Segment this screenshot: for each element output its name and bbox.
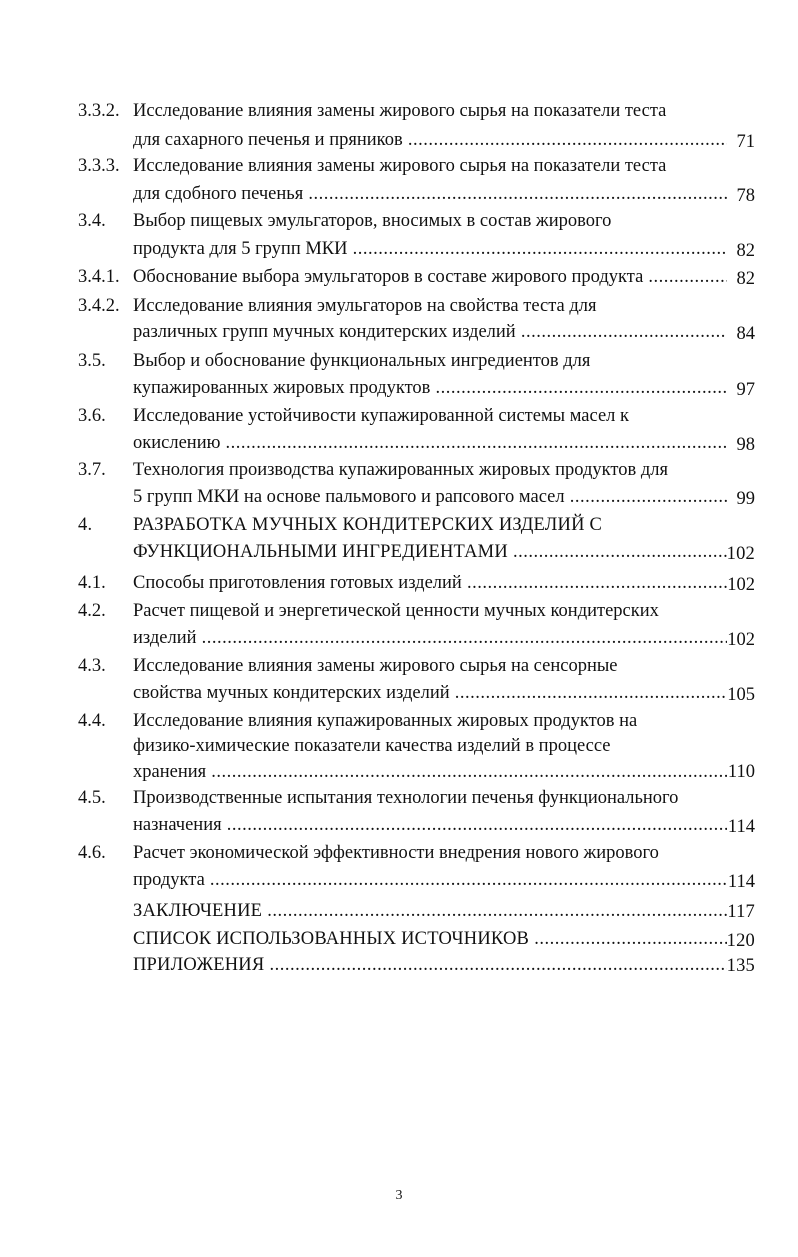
toc-entry-page: 82 [736, 269, 755, 289]
toc-entry-number: 3.4.1. [78, 267, 120, 287]
toc-entry-page: 135 [726, 956, 755, 976]
toc-entry-page: 114 [727, 817, 755, 837]
toc-entry-title-line: Расчет пищевой и энергетической ценности мучных кондитерских [133, 601, 659, 621]
toc-entry-title-line: Расчет экономической эффективности внедрения нового жирового [133, 843, 659, 863]
toc-entry-title-line: Исследование влияния замены жирового сырья на показатели теста [133, 101, 667, 121]
toc-entry-page: 98 [736, 435, 755, 455]
toc-entry-title-line: для сахарного печенья и пряников ..... [133, 130, 727, 151]
toc-entry-number: 3.3.2. [78, 101, 120, 121]
toc-entry-page: 117 [727, 902, 755, 922]
toc-entry-title-line: окислению ..... [133, 433, 727, 454]
toc-entry-page: 84 [736, 324, 755, 344]
toc-entry-page: 71 [736, 132, 755, 152]
toc-entry-title-line: Исследование влияния купажированных жировых продуктов на [133, 711, 638, 731]
toc-entry-number: 4.4. [78, 711, 106, 731]
toc-entry-page: 110 [727, 762, 755, 782]
toc-entry-title-line: физико-химические показатели качества изделий в процессе [133, 736, 611, 756]
toc-entry-page: 114 [727, 872, 755, 892]
toc-entry-page: 82 [736, 241, 755, 261]
toc-entry-title-line: Производственные испытания технологии печенья функционального [133, 788, 679, 808]
toc-entry-title-line: различных групп мучных кондитерских изделий ..... [133, 322, 727, 343]
toc-entry-number: 4.3. [78, 656, 106, 676]
toc-entry-title-line: РАЗРАБОТКА МУЧНЫХ КОНДИТЕРСКИХ ИЗДЕЛИЙ С [133, 515, 603, 535]
toc-entry-number: 3.5. [78, 351, 106, 371]
toc-entry-title-line: Исследование влияния замены жирового сырья на сенсорные [133, 656, 618, 676]
toc-entry-title-line: ЗАКЛЮЧЕНИЕ ..... [133, 901, 727, 922]
toc-entry-title-line: хранения ..... [133, 762, 727, 783]
toc-entry-page: 97 [736, 380, 755, 400]
toc-entry-title-line: продукта для 5 групп МКИ ..... [133, 239, 727, 260]
toc-entry-title-line: СПИСОК ИСПОЛЬЗОВАННЫХ ИСТОЧНИКОВ ..... [133, 929, 727, 950]
toc-entry-page: 102 [727, 630, 755, 650]
toc-entry-number: 3.3.3. [78, 156, 120, 176]
toc-entry-page: 78 [736, 186, 755, 206]
toc-entry-page: 99 [736, 489, 755, 509]
toc-entry-title-line: для сдобного печенья ..... [133, 184, 727, 205]
toc-entry-title-line: ФУНКЦИОНАЛЬНЫМИ ИНГРЕДИЕНТАМИ ..... [133, 542, 727, 563]
toc-entry-title-line: купажированных жировых продуктов ..... [133, 378, 727, 399]
toc-entry-number: 3.4.2. [78, 296, 120, 316]
toc-entry-page: 105 [727, 685, 755, 705]
toc-entry-title-line: Исследование влияния эмульгаторов на свойства теста для [133, 296, 597, 316]
toc-entry-number: 3.6. [78, 406, 106, 426]
toc-entry-number: 3.4. [78, 211, 106, 231]
toc-entry-page: 120 [726, 931, 755, 951]
toc-entry-number: 4.5. [78, 788, 106, 808]
toc-entry-page: 102 [727, 575, 755, 595]
toc-entry-title-line: 5 групп МКИ на основе пальмового и рапсового масел ..... [133, 487, 727, 508]
toc-entry-title-line: ПРИЛОЖЕНИЯ ..... [133, 955, 727, 976]
toc-entry-title-line: Исследование устойчивости купажированной системы масел к [133, 406, 629, 426]
toc-entry-number: 4. [78, 515, 93, 535]
toc-entry-title-line: продукта ..... [133, 870, 727, 891]
toc-entry-title-line: Выбор и обоснование функциональных ингредиентов для [133, 351, 591, 371]
toc-entry-title-line: свойства мучных кондитерских изделий ..... [133, 683, 727, 704]
toc-entry-title-line: Способы приготовления готовых изделий ..... [133, 573, 727, 594]
toc-entry-title-line: назначения ..... [133, 815, 727, 836]
toc-entry-number: 4.6. [78, 843, 106, 863]
toc-entry-title-line: Исследование влияния замены жирового сырья на показатели теста [133, 156, 667, 176]
toc-entry-title-line: изделий ..... [133, 628, 727, 649]
page-number: 3 [395, 1188, 403, 1203]
toc-entry-title-line: Выбор пищевых эмульгаторов, вносимых в состав жирового [133, 211, 612, 231]
toc-entry-number: 3.7. [78, 460, 106, 480]
toc-entry-title-line: Обоснование выбора эмульгаторов в составе жирового продукта ..... [133, 267, 727, 288]
toc-entry-page: 102 [726, 544, 755, 564]
toc-entry-number: 4.2. [78, 601, 106, 621]
toc-entry-title-line: Технология производства купажированных жировых продуктов для [133, 460, 668, 480]
toc-entry-number: 4.1. [78, 573, 106, 593]
